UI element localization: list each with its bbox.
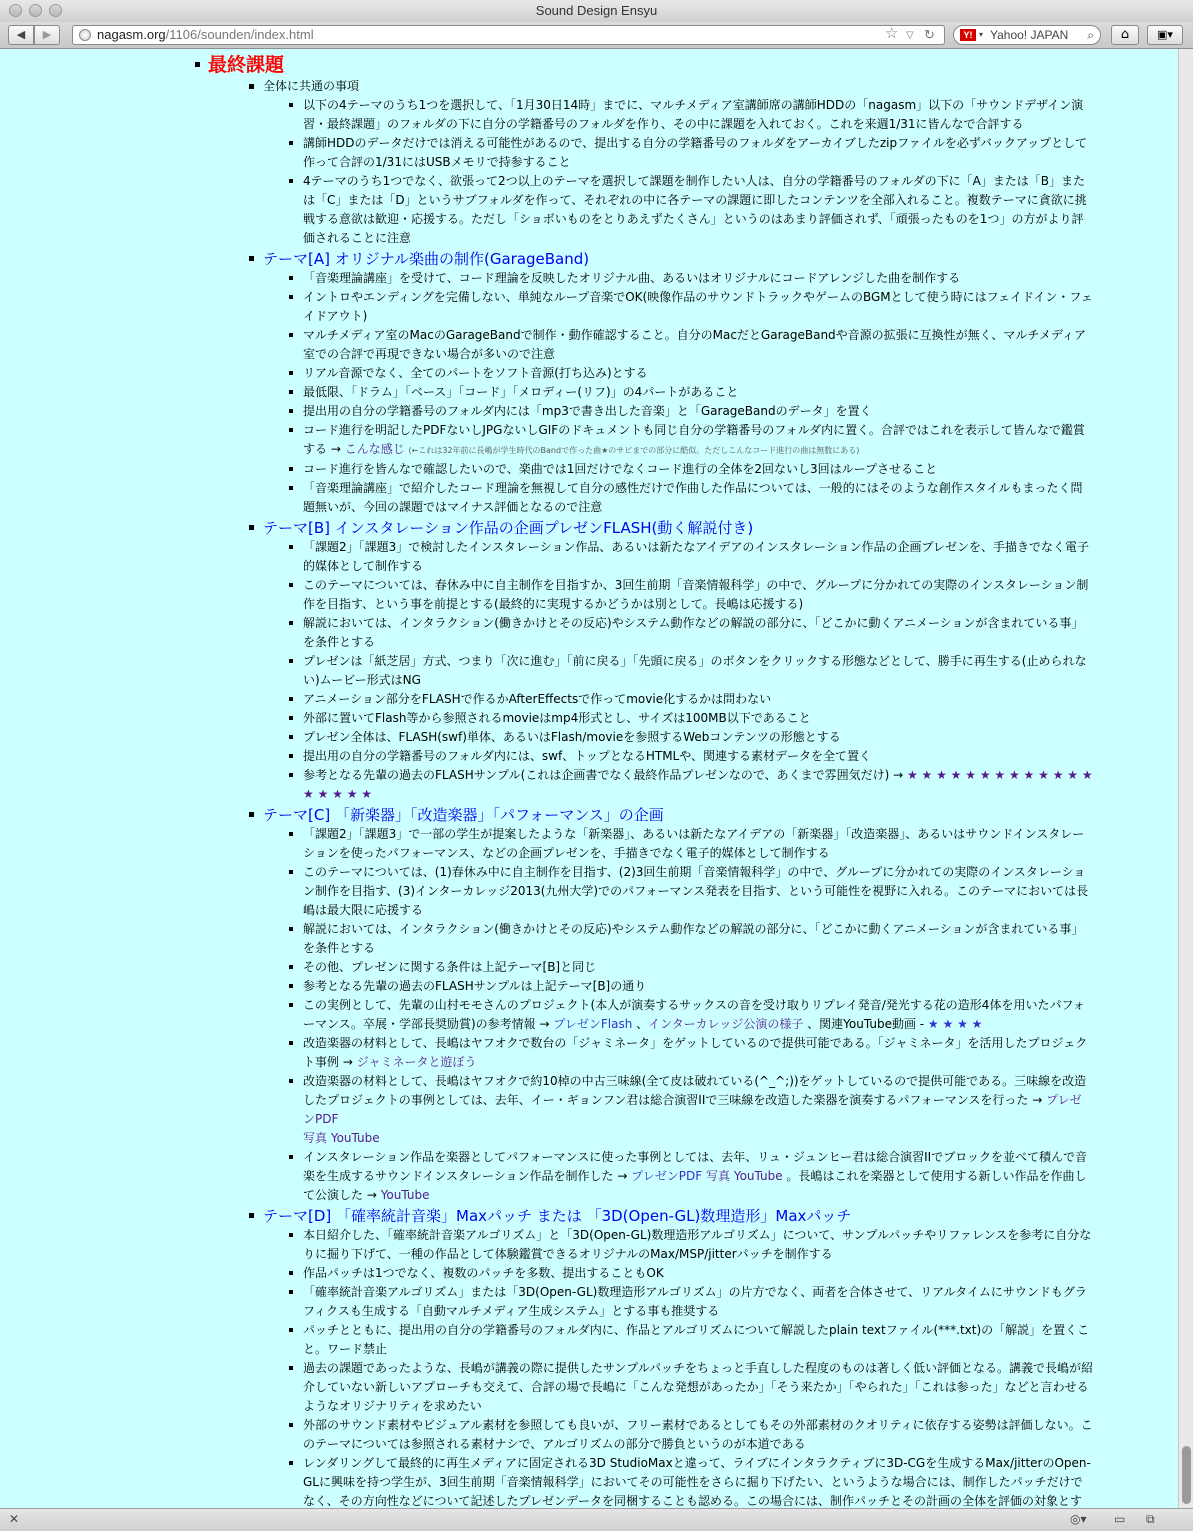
- window-titlebar: [0, 0, 1193, 23]
- address-bar[interactable]: [72, 25, 945, 45]
- back-arrow-icon: ◀: [16, 28, 26, 41]
- list-item: リアル音源でなく、全てのパートをソフト音源(打ち込み)とする: [288, 364, 1093, 383]
- block-photo-link[interactable]: 写真: [705, 1169, 730, 1183]
- list-item: このテーマについては、春休み中に自主制作を目指すか、3回生前期「音楽情報科学」の中で、グループに分かれての実際のインスタレーション制作を目指す、という事を前提とする(最終的に実現するかどうかは別として。長嶋は応援する): [288, 576, 1093, 614]
- list-item: 解説においては、インタラクション(働きかけとその反応)やシステム動作などの解説の部分に、「どこかに動くアニメーションが含まれている事」を条件とする: [288, 920, 1093, 958]
- youtube-star-links[interactable]: ★ ★ ★ ★: [927, 1017, 983, 1031]
- final-section: [193, 53, 1093, 1530]
- reload-icon[interactable]: ↻: [924, 27, 935, 42]
- common-section: [248, 77, 1093, 248]
- shamisen-photo-link[interactable]: 写真: [303, 1131, 328, 1145]
- scrollbar-thumb[interactable]: [1182, 1446, 1191, 1504]
- list-item: [288, 996, 1093, 1034]
- list-item: その他、プレゼンに関する条件は上記テーマ[B]と同じ: [288, 958, 1093, 977]
- list-item-text: 。長嶋はこれを楽器として使用する新しい作品を作曲して公演した →: [303, 1169, 1087, 1202]
- list-item: 以下の4テーマのうち1つを選択して、「1月30日14時」までに、マルチメディア室講師席の講師HDDの「nagasm」以下の「サウンドデザイン演習・最終課題」のフォルダの下に自分の学籍番号のフォルダを作り、その中に課題を入れておく。これを来週1/31に皆んなで合評する: [288, 96, 1093, 134]
- list-item: [288, 1034, 1093, 1072]
- status-bar: [0, 1508, 1193, 1531]
- list-item: 「音楽理論講座」で紹介したコード理論を無視して自分の感性だけで作曲した作品については、一般的にはそのような創作スタイルもまったく問題無いが、今回の課題ではマイナス評価となるので注意: [288, 479, 1093, 517]
- theme-a-section: [248, 249, 1093, 517]
- search-engine-label: Yahoo! JAPAN: [990, 28, 1069, 42]
- bookmarks-menu-button[interactable]: [1147, 25, 1183, 45]
- list-item-text: インスタレーション作品を楽器としてパフォーマンスに使った事例としては、去年、リュ・ジュンヒー君は総合演習IIでブロックを並べて積んで音楽を生成するサウンドインスタレーション作品を制作した →: [303, 1150, 1087, 1183]
- list-item: レンダリングして最終的に再生メディアに固定される3D StudioMaxと違って、ライブにインタラクティブに3D-CGを生成するMax/jitterのOpen-GLに興味を持つ学生が、3回生前期「音楽情報科学」においてその可能性をさらに掘り下げたい、というような場合には、制作したパッチだけでなく、その方向性などについて記述したプレゼンデータを同梱することも認める。この場合には、制作パッチとその計画の全体を評価の対象とす: [288, 1454, 1093, 1530]
- list-item: 外部のサウンド素材やビジュアル素材を参照しても良いが、フリー素材であるとしてもその外部素材のクオリティに依存する姿勢は評価しない。このテーマについては参照される素材ナシで、アルゴリズムの部分で勝負というのが本道である: [288, 1416, 1093, 1454]
- list-item: アニメーション部分をFLASHで作るかAfterEffectsで作ってmovie化するかは問わない: [288, 690, 1093, 709]
- list-item: コード進行を皆んなで確認したいので、楽曲では1回だけでなくコード進行の全体を2回ないし3回はループさせること: [288, 460, 1093, 479]
- bookmark-star-icon[interactable]: ☆: [885, 25, 899, 42]
- search-icon[interactable]: ⌕: [1087, 28, 1094, 42]
- list-item-text: この実例として、先輩の山村モモさんのプロジェクト(本人が演奏するサックスの音を受け取りリプレイ発音/発光する花の造形4体を用いたパフォーマンス。卒展・学部長奨励賞)の参考情報 →: [303, 998, 1085, 1031]
- list-item: プレゼンは「紙芝居」方式、つまり「次に進む」「前に戻る」「先頭に戻る」のボタンをクリックする形態などとして、勝手に再生する(止められない)ムービー形式はNG: [288, 652, 1093, 690]
- separator: 、: [632, 1017, 649, 1031]
- themes-list: [248, 77, 1093, 1530]
- list-item: 本日紹介した、「確率統計音楽アルゴリズム」と「3D(Open-GL)数理造形アルゴリズム」について、サンプルパッチやリファレンスを参考に自分なりに掘り下げて、一種の作品として体験鑑賞できるオリジナルのMax/MSP/jitterパッチを制作する: [288, 1226, 1093, 1264]
- back-button[interactable]: [8, 25, 34, 45]
- list-item: 外部に置いてFlash等から参照されるmovieはmp4形式とし、サイズは100MB以下であること: [288, 709, 1093, 728]
- browser-toolbar: [0, 22, 1193, 49]
- yahoo-engine-icon[interactable]: Y!: [960, 29, 976, 41]
- list-item: イントロやエンディングを完備しない、単純なループ音楽でOK(映像作品のサウンドトラックやゲームのBGMとして使う時にはフェイドイン・フェイドアウト): [288, 288, 1093, 326]
- theme-b-items: [288, 538, 1093, 804]
- list-item-text: 参考となる先輩の過去のFLASHサンプル(これは企画書でなく最終作品プレゼンなので、あくまで雰囲気だけ) →: [303, 768, 907, 782]
- theme-c-title: テーマ[C] 「新楽器」「改造楽器」「パフォーマンス」の企画: [263, 806, 664, 824]
- window-title: Sound Design Ensyu: [535, 3, 658, 18]
- performance-youtube-link[interactable]: YouTube: [380, 1188, 430, 1202]
- screen-icon[interactable]: ▭: [1114, 1512, 1126, 1526]
- url-text: nagasm.org/1106/sounden/index.html: [97, 27, 314, 42]
- list-item: 提出用の自分の学籍番号のフォルダ内には「mp3で書き出した音楽」と「GarageBandのデータ」を置く: [288, 402, 1093, 421]
- list-item: 「音楽理論講座」を受けて、コード理論を反映したオリジナル曲、あるいはオリジナルにコードアレンジした曲を制作する: [288, 269, 1093, 288]
- chord-note: (←これは32年前に長嶋が学生時代のBandで作った曲★のサビまでの部分に酷似。ただしこんなコード進行の曲は無数にある): [408, 446, 860, 455]
- bookmarks-icon: ▣▾: [1157, 28, 1173, 41]
- addon-icon[interactable]: ◎▾: [1070, 1512, 1087, 1526]
- chord-example-link[interactable]: こんな感じ: [344, 442, 405, 456]
- list-item-text: 、関連YouTube動画 -: [803, 1017, 928, 1031]
- theme-a-title: テーマ[A] オリジナル楽曲の制作(GarageBand): [263, 250, 590, 268]
- final-title: 最終課題: [208, 54, 285, 76]
- block-pdf-link[interactable]: プレゼンPDF: [631, 1169, 703, 1183]
- common-title: 全体に共通の事項: [263, 79, 360, 93]
- list-item: [288, 1148, 1093, 1205]
- list-item: プレゼン全体は、FLASH(swf)単体、あるいはFlash/movieを参照するWebコンテンツの形態とする: [288, 728, 1093, 747]
- page-content: [0, 49, 1178, 1508]
- intercollege-link[interactable]: インターカレッジ公演の様子: [648, 1017, 804, 1031]
- list-item-text: コード進行を明記したPDFないしJPGないしGIFのドキュメントも同じ自分の学籍番号のフォルダ内に置く。合評ではこれを表示して皆んなで鑑賞する →: [303, 423, 1085, 456]
- jaminator-link[interactable]: ジャミネータと遊ぼう: [356, 1055, 477, 1069]
- list-item: マルチメディア室のMacのGarageBandで制作・動作確認すること。自分のMacだとGarageBandや音源の拡張に互換性が無く、マルチメディア室での合評で再現できない場合が多いので注意: [288, 326, 1093, 364]
- close-icon[interactable]: ✕: [9, 1512, 20, 1526]
- list-item: このテーマについては、(1)春休み中に自主制作を目指す、(2)3回生前期「音楽情報科学」の中で、グループに分かれての実際のインスタレーション制作を目指す、(3)インターカレッジ2013(九州大学)でのパフォーマンス発表を目指す、という可能性を視野に入れる。このテーマにおいては長嶋は最大限に応援する: [288, 863, 1093, 920]
- list-item: [288, 421, 1093, 460]
- list-item: 提出用の自分の学籍番号のフォルダ内には、swf、トップとなるHTMLや、関連する素材データを全て置く: [288, 747, 1093, 766]
- list-item: [288, 1072, 1093, 1148]
- vertical-scrollbar[interactable]: [1178, 49, 1193, 1508]
- list-item: 参考となる先輩の過去のFLASHサンプルは上記テーマ[B]の通り: [288, 977, 1093, 996]
- list-item: 過去の課題であったような、長嶋が講義の際に提供したサンプルパッチをちょっと手直しした程度のものは著しく低い評価となる。講義で長嶋が紹介していない新しいアプローチも交えて、合評の場で長嶋に「こんな発想があったか」「そう来たか」「やられた」「これは参った」などと言わせるようなオリジナリティを求めたい: [288, 1359, 1093, 1416]
- final-list-item: [193, 53, 1093, 1530]
- globe-icon: [79, 29, 91, 41]
- list-item: 作品パッチは1つでなく、複数のパッチを多数、提出することもOK: [288, 1264, 1093, 1283]
- common-items: [288, 96, 1093, 248]
- theme-a-items: [288, 269, 1093, 517]
- engine-dropdown-icon[interactable]: ▾: [979, 30, 984, 39]
- home-button[interactable]: [1111, 25, 1139, 45]
- list-item: 「確率統計音楽アルゴリズム」または「3D(Open-GL)数理造形アルゴリズム」の片方でなく、両者を合体させて、リアルタイムにサウンドもグラフィクスも生成する「自動マルチメディア生成システム」とする事も推奨する: [288, 1283, 1093, 1321]
- list-item: 「課題2」「課題3」で検討したインスタレーション作品、あるいは新たなアイデアのインスタレーション作品の企画プレゼンを、手描きでなく電子的媒体として制作する: [288, 538, 1093, 576]
- list-item: [288, 766, 1093, 804]
- shamisen-pdf-link[interactable]: プレゼンPDF: [303, 1093, 1082, 1126]
- theme-d-title: テーマ[D] 「確率統計音楽」Maxパッチ または 「3D(Open-GL)数理造形」Maxパッチ: [263, 1207, 852, 1225]
- theme-d-section: [248, 1206, 1093, 1530]
- list-item: 4テーマのうち1つでなく、欲張って2つ以上のテーマを選択して課題を制作したい人は、自分の学籍番号のフォルダの下に「A」または「B」または「C」または「D」というサブフォルダを作って、それぞれの中に各テーマの課題に即したコンテンツを全部入れること。複数テーマに貪欲に挑戦する意欲は歓迎・応援する。ただし「ショボいものをとりあえずたくさん」というのはあまり評価されず、「頑張ったものを1つ」の方がより評価されることに注意: [288, 172, 1093, 248]
- theme-d-items: [288, 1226, 1093, 1530]
- presen-flash-link[interactable]: プレゼンFlash: [553, 1017, 633, 1031]
- theme-c-items: [288, 825, 1093, 1205]
- block-youtube-link[interactable]: YouTube: [733, 1169, 783, 1183]
- list-item: 講師HDDのデータだけでは消える可能性があるので、提出する自分の学籍番号のフォルダをアーカイブしたzipファイルを必ずバックアップとして作って合評の1/31にはUSBメモリで持参すること: [288, 134, 1093, 172]
- list-item: 解説においては、インタラクション(働きかけとその反応)やシステム動作などの解説の部分に、「どこかに動くアニメーションが含まれている事」を条件とする: [288, 614, 1093, 652]
- list-item: 「課題2」「課題3」で一部の学生が提案したような「新楽器」、あるいは新たなアイデアの「新楽器」「改造楽器」、あるいはサウンドインスタレーションを使ったパフォーマンス、などの企画プレゼンを、手描きでなく電子的媒体として制作する: [288, 825, 1093, 863]
- theme-b-title: テーマ[B] インスタレーション作品の企画プレゼンFLASH(動く解説付き): [263, 519, 754, 537]
- list-item-text: 改造楽器の材料として、長嶋はヤフオクで約10棹の中古三味線(全て皮は破れている(^_^;))をゲットしているので提供可能である。三味線を改造したプロジェクトの事例としては、去年、イー・ギョンフン君は総合演習IIで三味線を改造した楽器を演奏するパフォーマンスを行った →: [303, 1074, 1087, 1107]
- list-item: 最低限、「ドラム」「ベース」「コード」「メロディー(リフ)」の4パートがあること: [288, 383, 1093, 402]
- search-bar[interactable]: [953, 25, 1101, 45]
- flash-sample-star-links[interactable]: ★ ★ ★ ★ ★ ★ ★ ★ ★ ★ ★ ★ ★ ★ ★ ★ ★ ★: [303, 768, 1093, 801]
- shamisen-youtube-link[interactable]: YouTube: [330, 1131, 380, 1145]
- theme-b-section: [248, 518, 1093, 804]
- forward-arrow-icon: ▶: [42, 28, 52, 41]
- forward-button[interactable]: [34, 25, 60, 45]
- home-icon: ⌂: [1120, 27, 1130, 42]
- window-icon[interactable]: ⧉: [1146, 1512, 1155, 1526]
- list-item: パッチとともに、提出用の自分の学籍番号のフォルダ内に、作品とアルゴリズムについて解説したplain textファイル(***.txt)の「解説」を置くこと。ワード禁止: [288, 1321, 1093, 1359]
- theme-c-section: [248, 805, 1093, 1205]
- list-item-text: 改造楽器の材料として、長嶋はヤフオクで数台の「ジャミネータ」をゲットしているので提供可能である。「ジャミネータ」を活用したプロジェクト事例 →: [303, 1036, 1088, 1069]
- history-dropdown-icon[interactable]: ▽: [906, 30, 914, 41]
